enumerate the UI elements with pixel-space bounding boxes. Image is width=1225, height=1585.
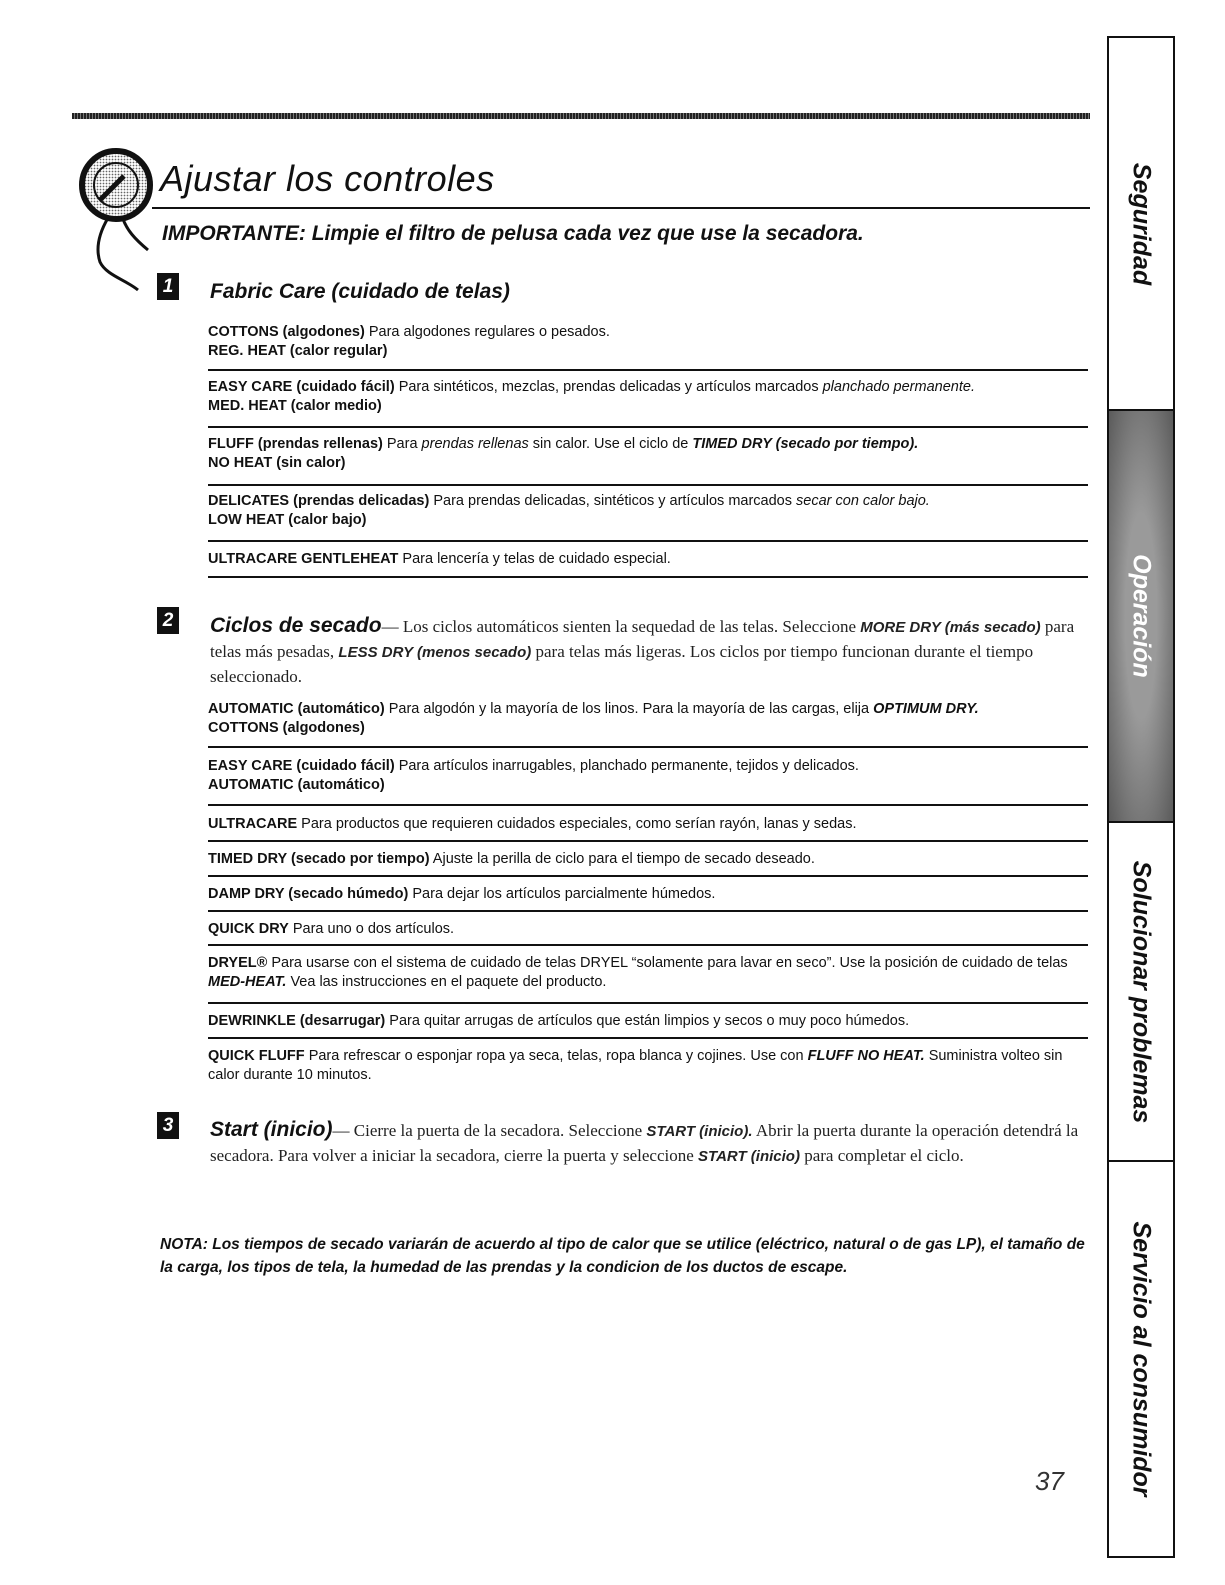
row-heat: NO HEAT (sin calor) [208, 455, 346, 471]
fabric-row-easy-care [208, 378, 1088, 416]
row-label: COTTONS (algodones) [208, 324, 365, 340]
side-tab-label: Operación [1127, 554, 1156, 678]
divider [208, 746, 1088, 748]
row-sub: COTTONS (algodones) [208, 720, 365, 736]
section-3-body [210, 1118, 1080, 1169]
side-tab-servicio-consumidor[interactable] [1107, 1162, 1175, 1556]
cycle-row-ultracare [208, 815, 1088, 834]
nota: NOTA: Los tiempos de secado variarán de acuerdo al tipo de calor que se utilice (eléctrico, natural o de gas LP), el tamaño de la carga, los tipos de tela, la humedad de las prendas y la condicion de los ductos de escape. [160, 1235, 1085, 1276]
row-label: DELICATES (prendas delicadas) [208, 493, 430, 509]
row-italic: planchado permanente. [822, 379, 975, 395]
row-text: Para productos que requieren cuidados especiales, como serían rayón, lanas y sedas. [301, 816, 857, 832]
side-tab-divider [1107, 409, 1175, 411]
side-tab-label: Solucionar problemas [1127, 860, 1156, 1123]
divider [208, 576, 1088, 578]
divider [208, 484, 1088, 486]
section-2-title: Ciclos de secado [210, 614, 382, 637]
divider [208, 1002, 1088, 1004]
intro-text-1: — Los ciclos automáticos sienten la sequedad de las telas. Seleccione [381, 617, 857, 636]
row-text: Para algodones regulares o pesados. [368, 324, 610, 340]
cycle-row-automatic [208, 700, 1088, 738]
row-label: ULTRACARE GENTLEHEAT [208, 551, 399, 567]
row-text: Para lencería y telas de cuidado especial. [402, 551, 671, 567]
row-text: Para dejar los artículos parcialmente húmedos. [412, 886, 716, 902]
step-2-badge: 2 [157, 607, 179, 634]
divider [208, 804, 1088, 806]
side-tab-solucionar-problemas[interactable] [1107, 823, 1175, 1160]
top-rule [72, 113, 1090, 119]
divider [208, 910, 1088, 912]
row-bold-italic: MED-HEAT. [208, 974, 287, 990]
page-title: Ajustar los controles [160, 158, 495, 199]
row-text-2: Suministra volteo sin calor durante 10 minutos. [208, 1048, 1063, 1083]
row-text: Para uno o dos artículos. [292, 921, 455, 937]
step-3-badge: 3 [157, 1112, 179, 1139]
row-label: QUICK FLUFF [208, 1048, 305, 1064]
row-sub: AUTOMATIC (automático) [208, 777, 385, 793]
row-text: Para quitar arrugas de artículos que están limpios y secos o muy poco húmedos. [389, 1013, 910, 1029]
side-tab-label: Servicio al consumidor [1127, 1221, 1156, 1497]
row-text: Para sintéticos, mezclas, prendas delicadas y artículos marcados [398, 379, 819, 395]
row-label: FLUFF (prendas rellenas) [208, 436, 383, 452]
row-label: EASY CARE (cuidado fácil) [208, 379, 395, 395]
row-heat: MED. HEAT (calor medio) [208, 398, 382, 414]
row-bold-italic: OPTIMUM DRY. [873, 701, 979, 717]
row-text: Para algodón y la mayoría de los linos. Para la mayoría de las cargas, elija [388, 701, 870, 717]
cycle-row-dewrinkle [208, 1012, 1088, 1031]
row-label: DAMP DRY (secado húmedo) [208, 886, 409, 902]
hand-dial-icon [78, 140, 156, 310]
row-label: QUICK DRY [208, 921, 289, 937]
row-italic: secar con calor bajo. [796, 493, 930, 509]
row-label: TIMED DRY (secado por tiempo) [208, 851, 430, 867]
start-text-3: para completar el ciclo. [804, 1146, 964, 1165]
section-2-intro [210, 614, 1080, 689]
title-rule [152, 207, 1090, 209]
important-note: IMPORTANTE: Limpie el filtro de pelusa cada vez que use la secadora. [162, 222, 864, 245]
fabric-row-ultracare [208, 550, 1088, 569]
fabric-row-delicates [208, 492, 1088, 530]
cycle-row-quick-dry [208, 920, 1088, 939]
intro-text-2: para telas más pesadas, [210, 617, 1075, 661]
cycle-row-dryel [208, 954, 1088, 992]
divider [208, 426, 1088, 428]
cycle-row-easy-care [208, 757, 1088, 795]
cycle-row-timed-dry [208, 850, 1088, 869]
row-text: Para refrescar o esponjar ropa ya seca, telas, ropa blanca y cojines. Use con [308, 1048, 804, 1064]
row-bold-italic: TIMED DRY (secado por tiempo). [692, 436, 919, 452]
divider [208, 369, 1088, 371]
start-text-2: Abrir la puerta durante la operación detendrá la secadora. Para volver a iniciar la secadora, cierre la puerta y seleccione [210, 1121, 1079, 1165]
row-text-2: Vea las instrucciones en el paquete del producto. [290, 974, 607, 990]
start-text-1: — Cierre la puerta de la secadora. Seleccione [332, 1121, 643, 1140]
step-1-badge: 1 [157, 273, 179, 300]
divider [208, 944, 1088, 946]
side-tab-seguridad[interactable] [1107, 38, 1175, 410]
fabric-row-cottons [208, 323, 1088, 361]
start-label-1: START (inicio). [646, 1123, 753, 1140]
page-number: 37 [1035, 1466, 1064, 1496]
divider [208, 1037, 1088, 1039]
less-dry: LESS DRY (menos secado) [338, 644, 532, 661]
row-text: Para prendas delicadas, sintéticos y artículos marcados [433, 493, 792, 509]
row-bold-italic: FLUFF NO HEAT. [807, 1048, 925, 1064]
start-label-2: START (inicio) [698, 1148, 800, 1165]
row-heat: REG. HEAT (calor regular) [208, 343, 388, 359]
row-label: DEWRINKLE (desarrugar) [208, 1013, 386, 1029]
fabric-row-fluff [208, 435, 1088, 473]
row-label: ULTRACARE [208, 816, 298, 832]
cycle-row-damp-dry [208, 885, 1088, 904]
section-1-title: Fabric Care (cuidado de telas) [210, 280, 510, 303]
section-3-title: Start (inicio) [210, 1118, 333, 1141]
row-text: Ajuste la perilla de ciclo para el tiempo de secado deseado. [432, 851, 815, 867]
row-text: Para [386, 436, 418, 452]
row-text: Para usarse con el sistema de cuidado de telas DRYEL “solamente para lavar en seco”. Use la posición de cuidado de telas [271, 955, 1068, 971]
row-text-2: sin calor. Use el ciclo de [532, 436, 689, 452]
side-tab-label: Seguridad [1127, 162, 1156, 286]
row-label: DRYEL® [208, 955, 268, 971]
row-text: Para artículos inarrugables, planchado permanente, tejidos y delicados. [398, 758, 859, 774]
row-italic: prendas rellenas [421, 436, 529, 452]
divider [208, 540, 1088, 542]
row-label: AUTOMATIC (automático) [208, 701, 385, 717]
divider [208, 840, 1088, 842]
side-tab-operacion[interactable] [1107, 410, 1175, 822]
intro-text-3: para telas más ligeras. Los ciclos por tiempo funcionan durante el tiempo seleccionado. [210, 642, 1034, 686]
cycle-row-quick-fluff [208, 1047, 1088, 1085]
more-dry: MORE DRY (más secado) [860, 619, 1041, 636]
row-label: EASY CARE (cuidado fácil) [208, 758, 395, 774]
divider [208, 875, 1088, 877]
row-heat: LOW HEAT (calor bajo) [208, 512, 367, 528]
